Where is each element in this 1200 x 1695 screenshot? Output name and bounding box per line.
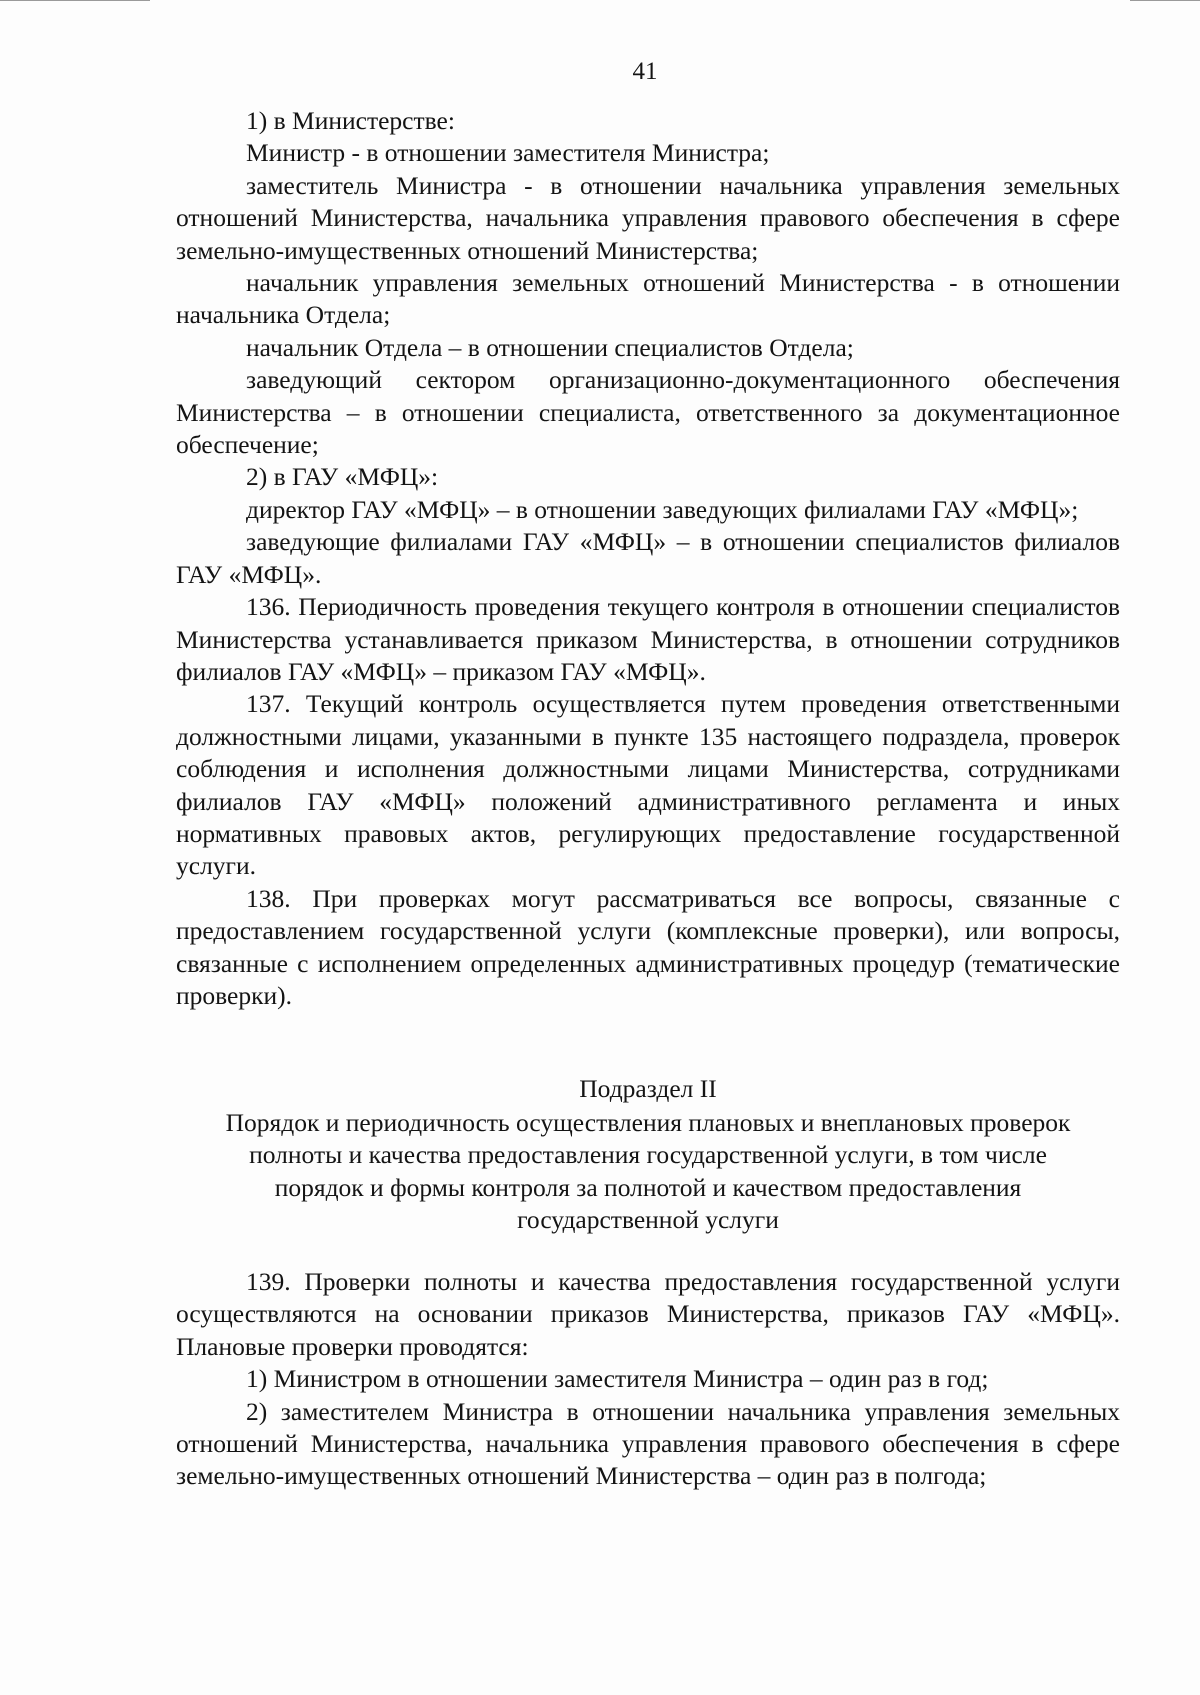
section-title-line: государственной услуги: [517, 1205, 779, 1235]
paragraph: Министр - в отношении заместителя Министра;: [246, 138, 770, 168]
body-text-top: [176, 105, 1120, 1012]
section-label: Подраздел II: [579, 1074, 717, 1103]
paragraph: начальник управления земельных отношений Министерства - в отношении начальника Отдела;: [176, 268, 1120, 330]
section-title-line: порядок и формы контроля за полнотой и качеством предоставления: [274, 1172, 1022, 1202]
paragraph: заведующие филиалами ГАУ «МФЦ» – в отношении специалистов филиалов ГАУ «МФЦ».: [176, 527, 1120, 589]
paragraph: 1) Министром в отношении заместителя Министра – один раз в год;: [246, 1364, 989, 1394]
paragraph: заместитель Министра - в отношении начальника управления земельных отношений Министерства, начальника управления правового обеспечения в сфере земельно-имущественных отношений Министерства;: [176, 170, 1120, 265]
paragraph: начальник Отдела – в отношении специалистов Отдела;: [246, 332, 854, 362]
page-number: 41: [632, 58, 658, 85]
paragraph: 2) в ГАУ «МФЦ»:: [246, 462, 439, 492]
paragraph-138: 138. При проверках могут рассматриваться все вопросы, связанные с предоставлением государственной услуги (комплексные проверки), или вопросы, связанные с исполнением определенных административных процедур (тематические проверки).: [176, 883, 1120, 1010]
section-title-line: Порядок и периодичность осуществления плановых и внеплановых проверок: [225, 1108, 1071, 1137]
section-title-line: полноты и качества предоставления государственной услуги, в том числе: [249, 1140, 1047, 1170]
paragraph-137: 137. Текущий контроль осуществляется путем проведения ответственными должностными лицами, указанными в пункте 135 настоящего подраздела, проверок соблюдения и исполнения должностными лицами Министерства, сотрудниками филиалов ГАУ «МФЦ» положений административного регламента и иных нормативных правовых актов, регулирующих предоставление государственной услуги.: [176, 689, 1120, 881]
scan-edge-line: [1130, 0, 1200, 1]
paragraph: 1) в Министерстве:: [246, 106, 455, 135]
body-text-bottom: [176, 1266, 1120, 1493]
scan-edge-line: [0, 0, 150, 1]
paragraph: 2) заместителем Министра в отношении начальника управления земельных отношений Министерства, начальника управления правового обеспечения в сфере земельно-имущественных отношений Министерства – один раз в полгода;: [176, 1396, 1120, 1491]
paragraph: заведующий сектором организационно-документационного обеспечения Министерства – в отношении специалиста, ответственного за документационное обеспечение;: [176, 365, 1120, 460]
section-title: [176, 1107, 1120, 1237]
paragraph: директор ГАУ «МФЦ» – в отношении заведующих филиалами ГАУ «МФЦ»;: [246, 494, 1079, 524]
paragraph-139: 139. Проверки полноты и качества предоставления государственной услуги осуществляются на основании приказов Министерства, приказов ГАУ «МФЦ». Плановые проверки проводятся:: [176, 1267, 1120, 1361]
paragraph-136: 136. Периодичность проведения текущего контроля в отношении специалистов Министерства устанавливается приказом Министерства, в отношении сотрудников филиалов ГАУ «МФЦ» – приказом ГАУ «МФЦ».: [176, 592, 1120, 686]
